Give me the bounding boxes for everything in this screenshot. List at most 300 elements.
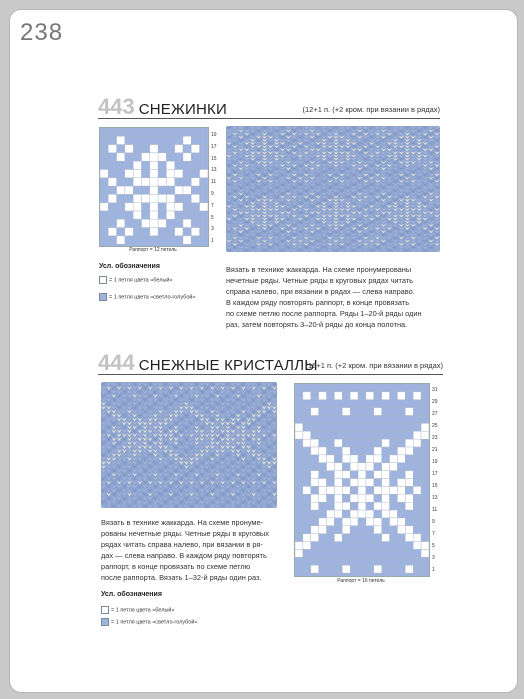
chart-cell	[117, 161, 125, 169]
chart-cell	[311, 494, 319, 502]
chart-cell	[311, 400, 319, 408]
pattern-444-title: СНЕЖНЫЕ КРИСТАЛЛЫ	[138, 357, 318, 374]
chart-cell	[334, 439, 342, 447]
chart-cell	[158, 186, 166, 194]
chart-cell	[319, 439, 327, 447]
chart-cell	[342, 573, 350, 577]
chart-cell	[342, 479, 350, 487]
chart-cell	[200, 153, 208, 161]
chart-cell	[405, 384, 413, 392]
chart-cell	[311, 431, 319, 439]
chart-cell	[200, 136, 208, 144]
chart-cell	[421, 479, 429, 487]
chart-cell	[133, 145, 141, 153]
chart-cell	[342, 486, 350, 494]
chart-cell	[397, 392, 405, 400]
chart-cell	[125, 186, 133, 194]
chart-cell	[366, 549, 374, 557]
chart-cell	[358, 408, 366, 416]
row-number-label: 17	[211, 143, 217, 150]
chart-cell	[405, 549, 413, 557]
chart-cell	[397, 565, 405, 573]
chart-cell	[374, 392, 382, 400]
chart-cell	[108, 211, 116, 219]
chart-cell	[397, 423, 405, 431]
chart-cell	[334, 542, 342, 550]
chart-cell	[319, 542, 327, 550]
chart-cell	[319, 408, 327, 416]
chart-cell	[358, 534, 366, 542]
chart-cell	[421, 518, 429, 526]
chart-cell	[374, 534, 382, 542]
chart-cell	[390, 502, 398, 510]
chart-cell	[405, 463, 413, 471]
chart-cell	[303, 439, 311, 447]
chart-cell	[295, 486, 303, 494]
chart-cell	[342, 431, 350, 439]
chart-cell	[183, 128, 191, 136]
chart-cell	[183, 136, 191, 144]
chart-cell	[311, 423, 319, 431]
chart-cell	[374, 526, 382, 534]
chart-cell	[175, 178, 183, 186]
chart-cell	[358, 439, 366, 447]
chart-cell	[311, 573, 319, 577]
chart-cell	[421, 471, 429, 479]
chart-cell	[366, 392, 374, 400]
pattern-444-legend-white: = 1 петля цвета «белый»	[101, 606, 281, 614]
chart-cell	[311, 510, 319, 518]
chart-cell	[200, 170, 208, 178]
chart-cell	[125, 228, 133, 236]
chart-cell	[327, 439, 335, 447]
chart-cell	[100, 236, 108, 244]
pattern-443-legend-white: = 1 петля цвета «белый»	[99, 276, 219, 284]
chart-cell	[405, 455, 413, 463]
chart-cell	[133, 161, 141, 169]
chart-cell	[390, 431, 398, 439]
chart-cell	[150, 128, 158, 136]
chart-cell	[358, 463, 366, 471]
chart-cell	[390, 400, 398, 408]
chart-cell	[327, 408, 335, 416]
chart-cell	[303, 518, 311, 526]
chart-cell	[358, 423, 366, 431]
chart-cell	[311, 534, 319, 542]
chart-cell	[421, 573, 429, 577]
chart-cell	[303, 486, 311, 494]
chart-cell	[150, 194, 158, 202]
chart-cell	[125, 211, 133, 219]
chart-cell	[158, 203, 166, 211]
chart-cell	[350, 408, 358, 416]
chart-cell	[166, 236, 174, 244]
chart-cell	[405, 447, 413, 455]
chart-cell	[191, 211, 199, 219]
chart-cell	[366, 534, 374, 542]
chart-cell	[295, 392, 303, 400]
pattern-443-knit-photo	[226, 126, 440, 252]
chart-cell	[303, 471, 311, 479]
chart-cell	[382, 455, 390, 463]
chart-cell	[200, 194, 208, 202]
chart-cell	[166, 161, 174, 169]
pattern-443-spec: (12+1 п. (+2 кром. при вязании в рядах)	[302, 105, 440, 114]
chart-cell	[191, 219, 199, 227]
chart-cell	[350, 557, 358, 565]
chart-cell	[166, 153, 174, 161]
chart-cell	[183, 145, 191, 153]
chart-cell	[303, 384, 311, 392]
chart-cell	[390, 494, 398, 502]
chart-cell	[405, 471, 413, 479]
chart-cell	[382, 534, 390, 542]
chart-cell	[366, 447, 374, 455]
chart-cell	[350, 447, 358, 455]
chart-cell	[390, 542, 398, 550]
chart-cell	[158, 236, 166, 244]
chart-cell	[342, 526, 350, 534]
chart-cell	[413, 502, 421, 510]
chart-cell	[100, 161, 108, 169]
chart-cell	[413, 486, 421, 494]
chart-cell	[191, 203, 199, 211]
chart-cell	[311, 408, 319, 416]
chart-cell	[191, 128, 199, 136]
chart-cell	[158, 211, 166, 219]
chart-cell	[303, 557, 311, 565]
chart-cell	[183, 178, 191, 186]
chart-cell	[390, 486, 398, 494]
chart-cell	[413, 573, 421, 577]
chart-cell	[374, 384, 382, 392]
chart-cell	[366, 557, 374, 565]
chart-cell	[142, 153, 150, 161]
chart-cell	[405, 494, 413, 502]
chart-cell	[421, 408, 429, 416]
chart-cell	[166, 178, 174, 186]
chart-cell	[311, 479, 319, 487]
chart-cell	[295, 463, 303, 471]
chart-cell	[142, 211, 150, 219]
chart-cell	[108, 153, 116, 161]
chart-cell	[175, 219, 183, 227]
chart-cell	[374, 471, 382, 479]
row-number-label: 21	[432, 447, 438, 453]
chart-cell	[397, 494, 405, 502]
chart-cell	[342, 494, 350, 502]
chart-cell	[327, 510, 335, 518]
chart-cell	[108, 136, 116, 144]
chart-cell	[166, 228, 174, 236]
chart-cell	[358, 486, 366, 494]
chart-cell	[319, 510, 327, 518]
chart-cell	[421, 423, 429, 431]
chart-cell	[397, 400, 405, 408]
pattern-443-legend-blue: = 1 петля цвета «светло-голубой»	[99, 293, 219, 301]
chart-cell	[374, 408, 382, 416]
chart-cell	[390, 518, 398, 526]
chart-cell	[413, 416, 421, 424]
chart-cell	[334, 494, 342, 502]
chart-cell	[303, 479, 311, 487]
pattern-443-repeat-caption: Раппорт = 12 петель	[129, 247, 177, 253]
pattern-444-header	[98, 350, 443, 376]
row-number-label: 11	[432, 507, 438, 513]
chart-cell	[175, 153, 183, 161]
chart-cell	[303, 549, 311, 557]
row-number-label: 25	[432, 423, 438, 429]
chart-cell	[350, 384, 358, 392]
chart-cell	[133, 236, 141, 244]
chart-cell	[311, 542, 319, 550]
chart-cell	[142, 194, 150, 202]
chart-cell	[100, 170, 108, 178]
pattern-443-legend-title: Усл. обозначения	[99, 263, 160, 270]
chart-cell	[295, 479, 303, 487]
chart-cell	[125, 203, 133, 211]
chart-cell	[350, 479, 358, 487]
chart-cell	[327, 423, 335, 431]
chart-cell	[183, 153, 191, 161]
blue-swatch-icon	[101, 618, 109, 626]
chart-cell	[175, 211, 183, 219]
chart-cell	[374, 557, 382, 565]
chart-cell	[390, 408, 398, 416]
chart-cell	[358, 392, 366, 400]
chart-cell	[200, 203, 208, 211]
chart-cell	[366, 463, 374, 471]
chart-cell	[350, 463, 358, 471]
chart-cell	[358, 526, 366, 534]
chart-cell	[421, 502, 429, 510]
book-page	[9, 9, 518, 693]
pattern-443-instructions: Вязать в технике жаккарда. На схеме пронумерованы нечетные ряды. Четные ряды в круговых рядах читать справа налево, при вязании в рядах — слева направо. В каждом ряду повторять раппорт, в конце провязать по схеме петлю после раппорта. Ряды 1–20-й ряды один раз, затем повторять 3–20-й ряды до конца полотна.	[226, 265, 422, 329]
chart-cell	[311, 486, 319, 494]
chart-cell	[382, 471, 390, 479]
chart-cell	[117, 236, 125, 244]
white-swatch-icon	[99, 276, 107, 284]
chart-cell	[397, 384, 405, 392]
chart-cell	[334, 557, 342, 565]
chart-cell	[413, 408, 421, 416]
chart-cell	[191, 186, 199, 194]
chart-cell	[133, 203, 141, 211]
chart-cell	[295, 431, 303, 439]
chart-cell	[175, 136, 183, 144]
chart-cell	[100, 194, 108, 202]
chart-cell	[342, 502, 350, 510]
chart-cell	[421, 431, 429, 439]
chart-cell	[421, 439, 429, 447]
chart-cell	[142, 236, 150, 244]
chart-cell	[191, 178, 199, 186]
chart-cell	[374, 518, 382, 526]
chart-cell	[200, 186, 208, 194]
chart-cell	[108, 203, 116, 211]
row-number-label: 13	[432, 495, 438, 501]
chart-cell	[100, 145, 108, 153]
chart-cell	[295, 565, 303, 573]
chart-cell	[405, 431, 413, 439]
chart-cell	[342, 549, 350, 557]
chart-cell	[413, 518, 421, 526]
chart-cell	[319, 392, 327, 400]
chart-cell	[342, 416, 350, 424]
chart-cell	[166, 203, 174, 211]
chart-cell	[303, 502, 311, 510]
chart-cell	[366, 423, 374, 431]
chart-cell	[150, 170, 158, 178]
chart-cell	[334, 455, 342, 463]
chart-cell	[183, 219, 191, 227]
row-number-label: 13	[211, 167, 217, 174]
chart-cell	[397, 557, 405, 565]
chart-cell	[334, 510, 342, 518]
chart-cell	[133, 219, 141, 227]
row-number-label: 1	[432, 567, 435, 573]
chart-cell	[350, 526, 358, 534]
chart-cell	[133, 136, 141, 144]
chart-cell	[166, 194, 174, 202]
chart-cell	[405, 439, 413, 447]
chart-cell	[191, 136, 199, 144]
chart-cell	[382, 392, 390, 400]
chart-cell	[295, 542, 303, 550]
chart-cell	[382, 573, 390, 577]
chart-cell	[421, 400, 429, 408]
chart-cell	[405, 479, 413, 487]
chart-cell	[382, 384, 390, 392]
chart-cell	[303, 423, 311, 431]
chart-cell	[413, 463, 421, 471]
chart-cell	[342, 557, 350, 565]
chart-cell	[366, 400, 374, 408]
chart-cell	[295, 384, 303, 392]
chart-cell	[350, 510, 358, 518]
chart-cell	[397, 510, 405, 518]
row-number-label: 11	[211, 179, 217, 186]
chart-cell	[374, 400, 382, 408]
chart-cell	[334, 423, 342, 431]
chart-cell	[358, 510, 366, 518]
chart-cell	[158, 136, 166, 144]
chart-cell	[327, 542, 335, 550]
chart-cell	[421, 463, 429, 471]
chart-cell	[342, 542, 350, 550]
chart-cell	[405, 557, 413, 565]
chart-cell	[374, 439, 382, 447]
chart-cell	[342, 384, 350, 392]
pattern-444-legend-title: Усл. обозначения	[101, 591, 162, 598]
chart-cell	[200, 161, 208, 169]
chart-cell	[358, 447, 366, 455]
chart-cell	[390, 392, 398, 400]
row-number-label: 15	[432, 483, 438, 489]
chart-cell	[125, 219, 133, 227]
chart-cell	[295, 494, 303, 502]
chart-cell	[295, 534, 303, 542]
chart-cell	[382, 549, 390, 557]
chart-cell	[319, 400, 327, 408]
chart-cell	[358, 416, 366, 424]
chart-cell	[397, 542, 405, 550]
chart-cell	[350, 494, 358, 502]
chart-cell	[303, 400, 311, 408]
chart-cell	[421, 486, 429, 494]
chart-cell	[117, 128, 125, 136]
page-number: 238	[20, 19, 64, 46]
pattern-444-number: 444	[98, 350, 135, 375]
chart-cell	[100, 228, 108, 236]
chart-cell	[117, 153, 125, 161]
chart-cell	[117, 194, 125, 202]
chart-cell	[319, 565, 327, 573]
chart-cell	[150, 186, 158, 194]
chart-cell	[133, 170, 141, 178]
chart-cell	[150, 153, 158, 161]
chart-cell	[327, 573, 335, 577]
chart-cell	[200, 128, 208, 136]
chart-cell	[382, 565, 390, 573]
chart-cell	[350, 431, 358, 439]
chart-cell	[200, 145, 208, 153]
chart-cell	[319, 518, 327, 526]
chart-cell	[327, 463, 335, 471]
chart-cell	[295, 447, 303, 455]
chart-cell	[100, 153, 108, 161]
chart-cell	[366, 439, 374, 447]
chart-cell	[390, 510, 398, 518]
chart-cell	[303, 463, 311, 471]
chart-cell	[166, 186, 174, 194]
chart-cell	[117, 186, 125, 194]
chart-cell	[295, 408, 303, 416]
chart-cell	[117, 203, 125, 211]
chart-cell	[108, 170, 116, 178]
chart-cell	[327, 502, 335, 510]
chart-cell	[334, 471, 342, 479]
chart-cell	[366, 510, 374, 518]
chart-cell	[342, 439, 350, 447]
chart-cell	[421, 384, 429, 392]
chart-cell	[166, 170, 174, 178]
chart-cell	[175, 228, 183, 236]
chart-cell	[358, 542, 366, 550]
pattern-443-title: СНЕЖИНКИ	[138, 101, 227, 118]
chart-cell	[366, 431, 374, 439]
chart-cell	[366, 471, 374, 479]
chart-cell	[175, 203, 183, 211]
chart-cell	[366, 455, 374, 463]
chart-cell	[390, 471, 398, 479]
chart-cell	[175, 186, 183, 194]
chart-cell	[295, 423, 303, 431]
chart-cell	[405, 392, 413, 400]
chart-cell	[350, 455, 358, 463]
chart-cell	[390, 479, 398, 487]
chart-cell	[390, 573, 398, 577]
chart-cell	[413, 565, 421, 573]
chart-cell	[117, 145, 125, 153]
chart-cell	[390, 549, 398, 557]
chart-cell	[319, 455, 327, 463]
chart-cell	[100, 203, 108, 211]
chart-cell	[421, 455, 429, 463]
chart-cell	[108, 128, 116, 136]
chart-cell	[374, 431, 382, 439]
page-number-tab	[10, 10, 64, 46]
